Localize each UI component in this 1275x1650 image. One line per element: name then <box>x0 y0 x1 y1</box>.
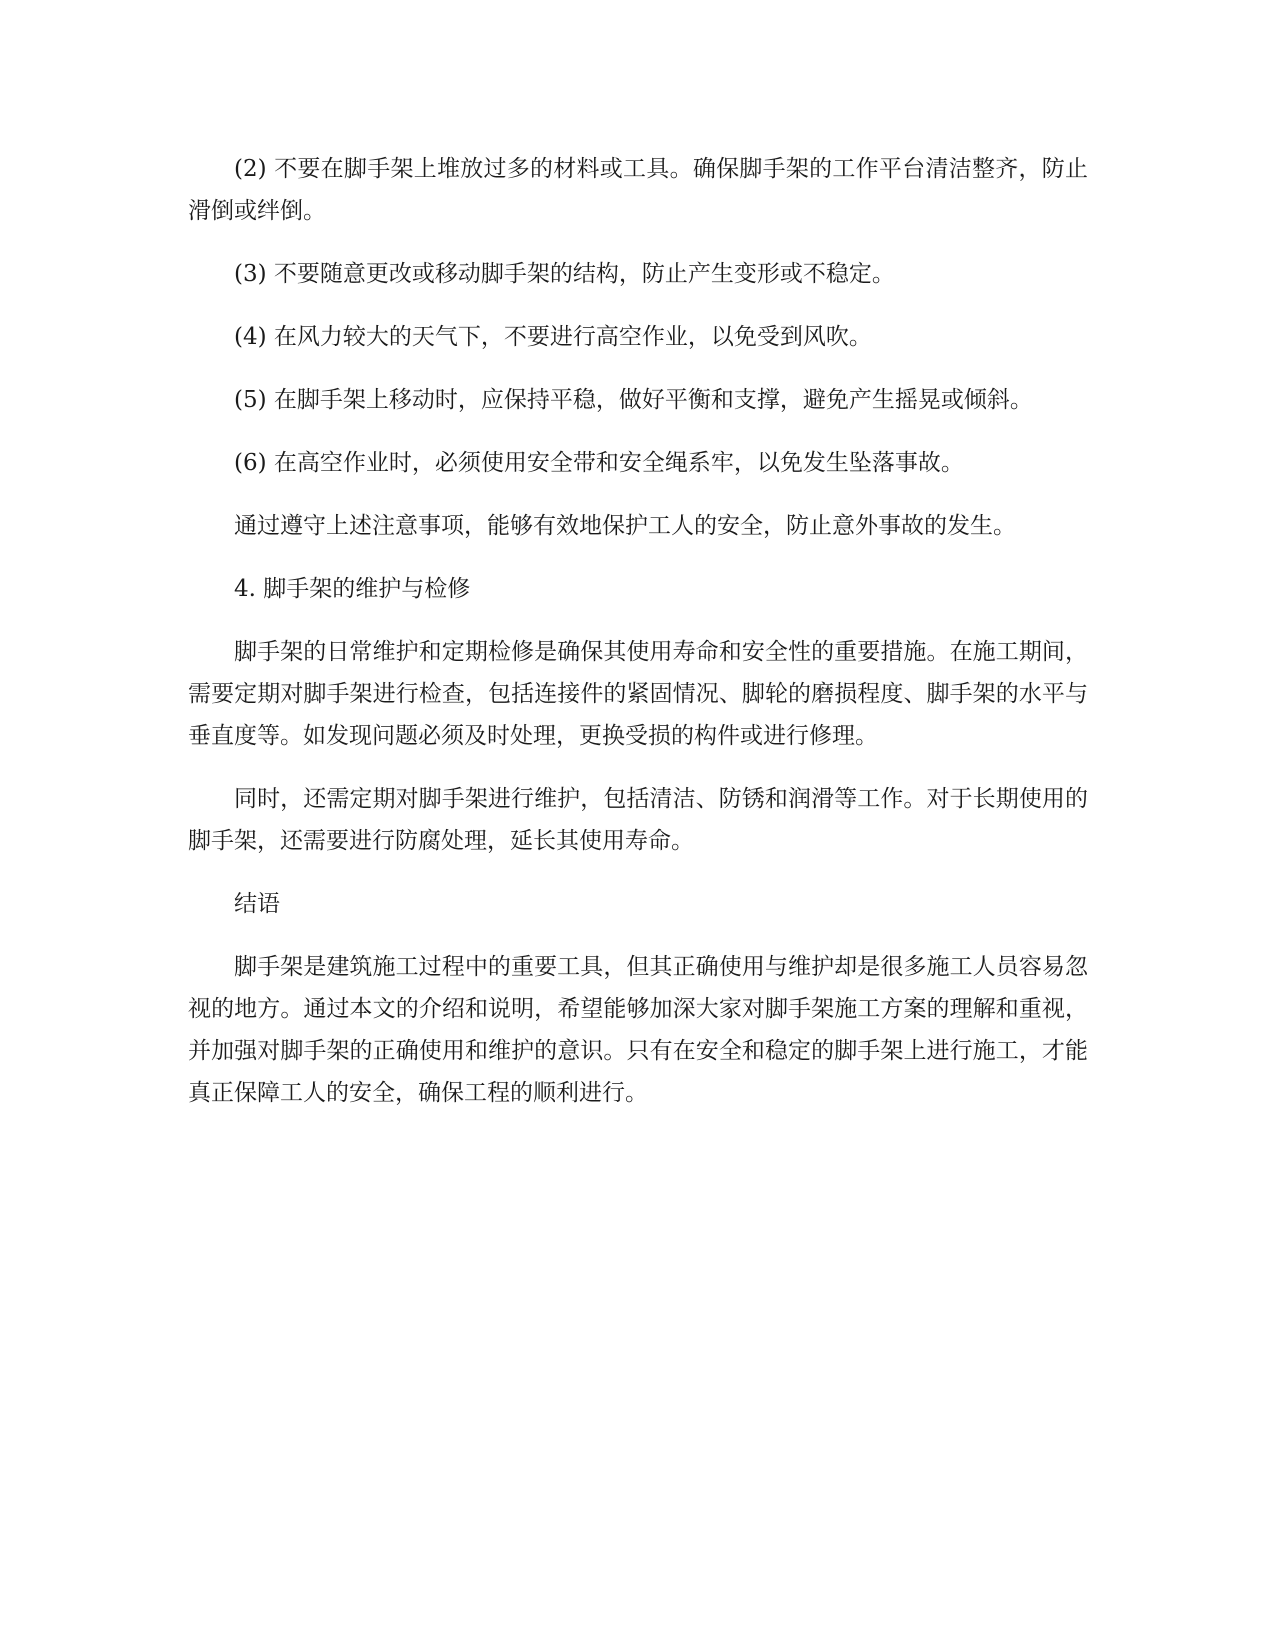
list-item-2: (2) 不要在脚手架上堆放过多的材料或工具。确保脚手架的工作平台清洁整齐，防止滑倒或绊倒。 <box>188 156 1088 224</box>
list-item-5: (5) 在脚手架上移动时，应保持平稳，做好平衡和支撑，避免产生摇晃或倾斜。 <box>234 387 1033 413</box>
maintenance-paragraph-2: 同时，还需定期对脚手架进行维护，包括清洁、防锈和润滑等工作。对于长期使用的脚手架，还需要进行防腐处理，延长其使用寿命。 <box>188 786 1088 854</box>
list-item-6: (6) 在高空作业时，必须使用安全带和安全绳系牢，以免发生坠落事故。 <box>234 450 964 476</box>
summary-paragraph: 通过遵守上述注意事项，能够有效地保护工人的安全，防止意外事故的发生。 <box>234 513 1016 539</box>
maintenance-paragraph-1: 脚手架的日常维护和定期检修是确保其使用寿命和安全性的重要措施。在施工期间，需要定期对脚手架进行检查，包括连接件的紧固情况、脚轮的磨损程度、脚手架的水平与垂直度等。如发现问题必须及时处理，更换受损的构件或进行修理。 <box>188 639 1088 749</box>
list-item-3: (3) 不要随意更改或移动脚手架的结构，防止产生变形或不稳定。 <box>234 261 895 287</box>
section-heading-conclusion: 结语 <box>234 891 280 917</box>
list-item-4: (4) 在风力较大的天气下，不要进行高空作业，以免受到风吹。 <box>234 324 872 350</box>
conclusion-paragraph: 脚手架是建筑施工过程中的重要工具，但其正确使用与维护却是很多施工人员容易忽视的地方。通过本文的介绍和说明，希望能够加深大家对脚手架施工方案的理解和重视，并加强对脚手架的正确使用和维护的意识。只有在安全和稳定的脚手架上进行施工，才能真正保障工人的安全，确保工程的顺利进行。 <box>188 954 1088 1106</box>
document-body <box>188 148 1088 1135</box>
section-heading-maintenance: 4. 脚手架的维护与检修 <box>234 576 471 602</box>
